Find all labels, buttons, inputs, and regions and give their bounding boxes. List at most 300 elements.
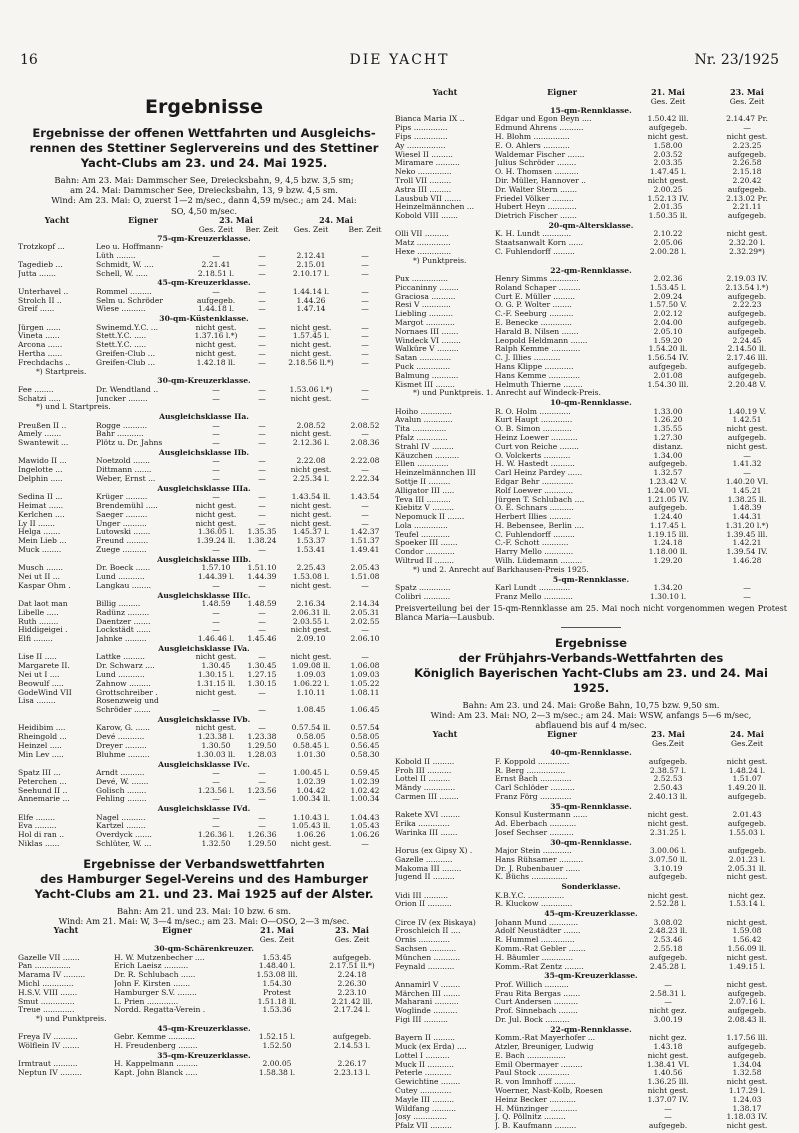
text-line: rennen des Stettiner Seglervereins und des Stettiner [29,141,379,155]
table-row [395,981,787,990]
time-cell: — [212,385,220,394]
table-row [395,195,787,204]
owner-name: Hans Klippe ............ [495,362,574,371]
owner-name: Carl Schlöder .......... [495,784,575,793]
column-subheader: Ges. Zeit [259,935,295,945]
spacer [18,935,240,944]
table-row [18,626,390,635]
time-cell: 1.08.11 [350,688,380,697]
text-line: Wind: Am 23. Mai: O, zuerst 1—2 m/sec., dann 4,59 m/sec.; am 24. Mai: [51,195,357,206]
owner-name: Unger .......... [96,519,147,528]
owner-name: Dr. Schwarz .... [96,662,155,671]
time-cell: Protest [263,988,291,997]
table-row [18,1069,390,1078]
time-cell: 1.26.36 l. [197,831,235,840]
time-cell: — [258,296,266,305]
time-cell: — [361,510,369,519]
owner-name: Lund ........... [96,670,145,679]
time-cell: nicht gest. [726,953,768,962]
owner-name: Harry Mello ............ [495,548,574,557]
column-subheader: Ber. Zeit [348,224,382,234]
table-row [18,822,390,831]
owner-name: Fehling ........ [96,795,147,804]
yacht-name: Nei ut II ... [18,572,60,581]
time-cell: 1.24.40 [653,513,683,522]
time-cell: 1.24.18 [653,539,683,548]
time-cell: nicht gest. [290,350,332,358]
table-row [18,261,390,270]
class-heading: Ausgleichsklasse IVd. [157,804,251,814]
class-heading: 15-qm-Rennklasse. [550,106,632,115]
yacht-name: Neko .............. [395,168,452,177]
table-row [395,954,787,963]
yacht-name: Pfalz VII ......... [395,1122,452,1131]
owner-name: Edgar Behr ............. [495,477,574,486]
time-cell: 2.05.10 [653,327,683,336]
class-heading: Ausgleichsklasse IVb. [157,714,251,724]
time-cell: 1.58.00 [653,141,683,150]
owner-name: Langkau ........ [96,581,152,590]
owner-name: Woerner, Nast-Kolb, Roesen [495,1087,603,1096]
table-row [395,865,787,874]
table-row [18,733,390,742]
yacht-name: Mein Lieb ... [18,537,67,546]
table-row [395,811,787,820]
time-cell [282,697,340,706]
table-row [395,354,787,363]
time-cell: 1.27.30 [653,433,683,442]
time-cell: 2.03.55 l. [292,617,330,626]
yacht-name: Neptun IV ......... [18,1069,82,1078]
class-heading: Ausgleichsklasse IVc. [158,759,250,769]
time-cell: 2.08.43 ll. [727,1016,767,1025]
time-cell: 2.26.58 [732,159,762,168]
time-cell: — [743,124,751,133]
time-cell: 1.43.18 [653,1043,683,1052]
time-cell: 1.30.03 ll. [196,750,236,759]
time-cell: 1.23.38 l. [197,733,235,742]
owner-name: Stett.Y.C. ..... [96,341,147,350]
time-cell: 1.32.58 [732,1069,762,1078]
yacht-name: Josy .............. [395,1113,448,1122]
yacht-name: Ruth ........ [18,617,59,626]
time-cell: 1.29.50 [247,741,277,750]
time-cell: nicht gest. [647,1051,689,1060]
time-cell [282,243,340,252]
time-cell: 2.02.12 [653,310,683,319]
owner-name: Helmuth Thierne ........ [495,380,583,389]
table-row [18,998,390,1007]
yacht-name: Käuzchen .......... [395,451,460,460]
owner-name: Atzler, Breuniger, Ludwig [495,1043,594,1052]
table-row [18,288,390,297]
time-cell: 2.55.18 [653,945,683,954]
class-heading: Ausgleichsklasse IIIc. [157,590,251,600]
spacer [18,225,190,234]
owner-name: Hubert Heyn ............ [495,203,577,212]
text-line: Königlich Bayerischen Yacht-Clubs am 23. und 24. Mai 1925. [414,665,768,695]
yacht-name: Treue ............. [18,1006,75,1015]
time-cell: — [361,287,369,296]
owner-name: Franz Mello ............ [495,592,573,601]
time-cell: 0.57.54 [350,724,380,733]
owner-name: O. B. Simon ............ [495,425,572,434]
footnote: Preisverteilung bei der 15-qm-Rennklasse am 25. Mai noch nicht vorgenommen wegen Protest Blanca Maria—Lausbub. [395,603,787,623]
yacht-name: Lottel II ......... [395,775,451,784]
results-table [395,106,787,602]
time-cell: aufgegeb. [648,460,688,469]
owner-name: K.B.Y.C. ............... [495,891,565,900]
time-cell: 3.10.19 [653,864,683,873]
yacht-name: Balmung ........... [395,371,459,380]
time-cell: 2.08.36 [350,439,380,448]
table-row [18,493,390,502]
time-cell: 1.06.08 [350,662,380,671]
table-row [18,831,390,840]
text-line: abflauend bis auf 4 m/sec. [535,720,647,731]
time-cell: nicht gest. [726,980,768,989]
table-row [18,662,390,671]
time-cell: 1.47.45 l. [649,168,687,177]
table-row [395,284,787,293]
class-heading: 45-qm-Kreuzerklasse. [544,909,638,919]
yacht-name: Walküre V ......... [395,345,459,354]
time-cell: — [258,385,266,394]
time-cell: — [258,608,266,617]
time-cell: 1.23.38 [247,733,277,742]
yacht-name: Figi III .......... [395,1016,448,1025]
owner-name: Zahnow ......... [96,679,151,688]
time-cell: — [258,430,266,439]
text-line: Bahn: Am 23. Mai: Dammscher See, Dreiecksbahn, 9, 4,5 bzw. 3,5 sm; [54,175,354,185]
column-header: 24. Mai [319,214,353,225]
time-cell: 1.17.56 lll. [726,1034,768,1043]
time-cell: — [361,430,369,439]
time-cell: 2.58.31 l. [649,989,687,998]
owner-name: Waldemar Fischer ....... [495,150,585,159]
time-cell: aufgegeb. [727,847,767,856]
time-cell: 1.54.30 [262,979,292,988]
time-cell: aufgegeb. [727,820,767,829]
time-cell: 1.23.56 l. [197,786,235,795]
time-cell: 2.23.10 [337,988,367,997]
article-info [18,906,390,926]
time-cell: 2.18.51 l. [197,269,235,278]
text-line: Ergebnisse der Verbandswettfahrten [83,856,325,871]
yacht-name: Tita .............. [395,425,447,434]
yacht-name: Teva III .......... [395,495,451,504]
time-cell: — [212,287,220,296]
table-row [18,564,390,573]
time-cell: 1.35.55 [653,425,683,434]
owner-name: Franz Förg ............. [495,793,572,802]
time-cell: 1.30.45 [201,662,231,671]
time-cell: 2.10.17 l. [292,269,330,278]
time-cell: 1.31.20 l.*) [725,521,769,530]
owner-name: E. Benecke ............. [495,318,572,327]
owner-name: Dir. Müller, Hannover .. [495,176,586,185]
time-cell: 2.05.31 ll. [727,864,767,873]
table-row [395,892,787,901]
yacht-name: Alligator III ..... [395,486,455,495]
owner-name: Dr. J. Rubenbauer ...... [495,864,581,873]
time-cell: 1.06.22 l. [292,679,330,688]
text-line: Bahn: Am 21. und 23. Mai: 10 bzw. 6 sm. [116,905,292,916]
class-heading: 30-qm-Kreuzerklasse. [157,376,251,386]
time-cell: 1.05.43 ll. [291,822,331,831]
time-cell: — [258,358,266,367]
yacht-name: Bianca Maria IX .. [395,115,465,124]
time-cell: nicht gest. [290,323,332,332]
time-cell: 1.28.03 [247,750,277,759]
yacht-name: Vidi III .......... [395,891,449,900]
time-cell: 1.30.15 l. [197,670,235,679]
yacht-name: Heidibim .... [18,724,66,733]
time-cell: 1.10.43 l. [292,813,330,822]
table-row [395,1096,787,1105]
yacht-name: Vineta ...... [18,332,60,341]
owner-name: Komm.-Rat Mayerhofer ... [495,1034,596,1043]
time-cell: aufgegeb. [727,292,767,301]
table-row [395,168,787,177]
time-cell: 1.17.29 l. [728,1087,766,1096]
table-row [18,466,390,475]
article-info [18,175,390,216]
time-cell [190,697,242,706]
table-row [395,927,787,936]
owner-name: Friedel Völker ......... [495,194,574,203]
owner-name: Heinz Becker ........... [495,1095,576,1104]
owner-name: Ralph Kemme ............ [495,345,581,354]
yacht-name: Michl ............. [18,979,74,988]
time-cell: — [361,296,369,305]
time-cell: 1.36.05 l. [197,528,235,537]
yacht-name: Condor ............ [395,548,455,557]
time-cell: nicht gez. [649,1007,687,1016]
time-cell: — [258,688,266,697]
owner-name: E. Bach ................ [495,1051,566,1060]
table-row [18,840,390,849]
time-cell: 0.58.30 [350,750,380,759]
owner-name: Emil Obermayer ......... [495,1060,583,1069]
yacht-name: Irmtraut .......... [18,1060,78,1069]
time-cell: — [212,457,220,466]
table-row [18,618,390,627]
yacht-name: Smut .............. [18,997,75,1006]
time-cell: 2.48.23 ll. [648,927,688,936]
time-cell: 2.03.52 [653,150,683,159]
table-row [395,998,787,1007]
table-row [18,653,390,662]
owner-name: Rommel ......... [96,287,152,296]
time-cell: — [212,581,220,590]
time-cell: 1.44.26 [296,296,326,305]
time-cell: — [258,795,266,804]
time-cell: — [212,795,220,804]
owner-name: Dr. Walter Stern ....... [495,185,577,194]
time-cell: 2.12.36 l. [292,439,330,448]
table-row [395,593,787,602]
yacht-name: Kobold II ......... [395,757,455,766]
time-cell: aufgegeb. [648,504,688,513]
time-cell: 1.44.18 l. [197,305,235,314]
text-line: Wind: Am 21. Mai: W, 3—4 m/sec.; am 23. Mai: O—OSO, 2—3 m/sec. [58,915,350,926]
table-row [18,270,390,279]
table-row [395,478,787,487]
yacht-name: Maharani .......... [395,998,459,1007]
spacer [395,739,629,748]
yacht-name: Unterhavel .. [18,287,69,296]
time-cell: 2.22.08 [296,457,326,466]
table-row [395,584,787,593]
time-cell: 1.42.37 [350,528,380,537]
time-cell: — [258,260,266,269]
time-cell: 1.32.57 [653,469,683,478]
time-cell: nicht gest. [726,1078,768,1087]
yacht-name: Hertha ...... [18,350,63,358]
table-row [395,452,787,461]
column-subheader: Ges. Zeit [729,97,765,106]
time-cell: nicht gest. [290,519,332,528]
yacht-name: Erika ............. [395,820,450,829]
time-cell: 1.49.41 [350,545,380,554]
yacht-name: Wölflein IV ....... [18,1042,80,1051]
time-cell: — [258,341,266,350]
table-row [18,971,390,980]
time-cell: 1.32.50 [201,839,231,848]
table-row [395,124,787,133]
time-cell: 2.24.18 [337,971,367,980]
column-subheader: Ges.Zeit [730,739,764,749]
table-row [18,814,390,823]
column-header: Eigner [547,87,577,97]
table-row [18,751,390,760]
time-cell: — [212,822,220,831]
yacht-name: Rheingold ... [18,733,67,742]
article-stettin [18,126,390,849]
time-cell: 2.02.55 [350,617,380,626]
table-row [395,293,787,302]
owner-name: Lutowski ....... [96,528,151,537]
table-row [395,372,787,381]
page-header [20,52,779,72]
time-cell: 1.43.54 [350,493,380,502]
owner-name: R. von Imnhoff ......... [495,1078,576,1087]
table-row [18,600,390,609]
table-row [395,539,787,548]
time-cell: — [743,592,751,601]
yacht-name: Mändy ............. [395,784,456,793]
yacht-name: Wildfang .......... [395,1104,457,1113]
table-header [18,216,390,234]
time-cell: aufgegeb. [332,953,372,962]
time-cell: aufgegeb. [648,873,688,882]
time-cell: nicht gest. [647,891,689,900]
time-cell: — [664,998,672,1007]
time-cell: 1.40.19 V. [728,407,766,416]
time-cell: nicht gest. [726,442,768,451]
owner-name: Wilh. Lüdemann ......... [495,557,583,566]
column-header: 24. Mai [730,729,764,740]
class-heading: Ausgleichsklasse IIa. [159,412,249,422]
yacht-name: Jutta ....... [18,269,56,278]
table-row [395,239,787,248]
column-header: 23. Mai [219,214,253,225]
owner-name: R. Kluckow ............. [495,900,573,909]
time-cell: — [258,813,266,822]
time-cell: 2.09.10 [296,635,326,644]
text-line: Ergebnisse der offenen Wettfahrten und Ausgleichs- [32,126,376,140]
time-cell: nicht gest. [726,230,768,239]
owner-name: Swinemd.Y.C. ... [96,323,159,332]
right-column [395,88,787,1131]
table-row [395,936,787,945]
time-cell: 2.08.52 [350,421,380,430]
time-cell: 0.58.45 l. [292,741,330,750]
yacht-name: Margarete II. [18,662,70,671]
yacht-name: Hoiho ............. [395,407,452,416]
table-row [18,980,390,989]
owner-name: O. G. P. Wolter ........ [495,301,572,310]
time-cell: 2.15.01 [296,260,326,269]
time-cell: — [361,305,369,314]
time-cell: 2.22.23 [732,301,762,310]
time-cell: — [361,501,369,510]
time-cell: 1.04.43 [350,813,380,822]
time-cell: 1.39.24 ll. [196,537,236,546]
time-cell: nicht gest. [290,430,332,439]
table-row [395,177,787,186]
header-row [18,926,390,935]
owner-name: Greifen-Club ... [96,350,156,358]
class-heading: 35-qm-Rennklasse. [550,801,632,811]
time-cell: — [258,474,266,483]
yacht-name: Nornaes III ....... [395,327,459,336]
yacht-name: Heinzel ..... [18,741,62,750]
table-note: *) Punktpreis. [413,255,467,265]
owner-name: Billig ......... [96,599,141,608]
header-subrow [395,97,787,106]
time-cell: 1.56.42 [732,936,762,945]
class-heading: 5-qm-Rennklasse. [552,574,630,584]
time-cell: 1.00.45 l. [292,768,330,777]
table-row [395,775,787,784]
column-header: 23. Mai [651,729,685,740]
time-cell: aufgegeb. [727,327,767,336]
time-cell: 1.33.00 [653,407,683,416]
time-cell: nicht gest. [290,466,332,475]
time-cell: 1.53.36 [262,1006,292,1015]
owner-name: Major Stein ............ [495,847,572,856]
class-heading: 40-qm-Rennklasse. [550,748,632,758]
table-row [18,528,390,537]
yacht-name: Peterchen ... [18,777,67,786]
time-cell: — [212,421,220,430]
yacht-name: Heinzelmännchen ... [395,203,475,212]
yacht-name: Schatzi ..... [18,394,61,403]
yacht-name: Woglinde .......... [395,1007,458,1016]
yacht-name: Kiebitz V ......... [395,504,454,513]
text-line: Bahn: Am 23. und 24. Mai: Große Bahn, 10,75 bzw. 9,50 sm. [462,699,720,710]
time-cell: nicht gest. [195,519,237,528]
table-row [395,443,787,452]
class-heading: 10-qm-Rennklasse. [550,398,632,408]
table-row [18,795,390,804]
table-row [18,954,390,963]
time-cell: nicht gest. [647,176,689,185]
class-heading: 30-qm-Küstenklasse. [159,314,249,324]
time-cell: 1.40.20 VI. [725,477,769,486]
